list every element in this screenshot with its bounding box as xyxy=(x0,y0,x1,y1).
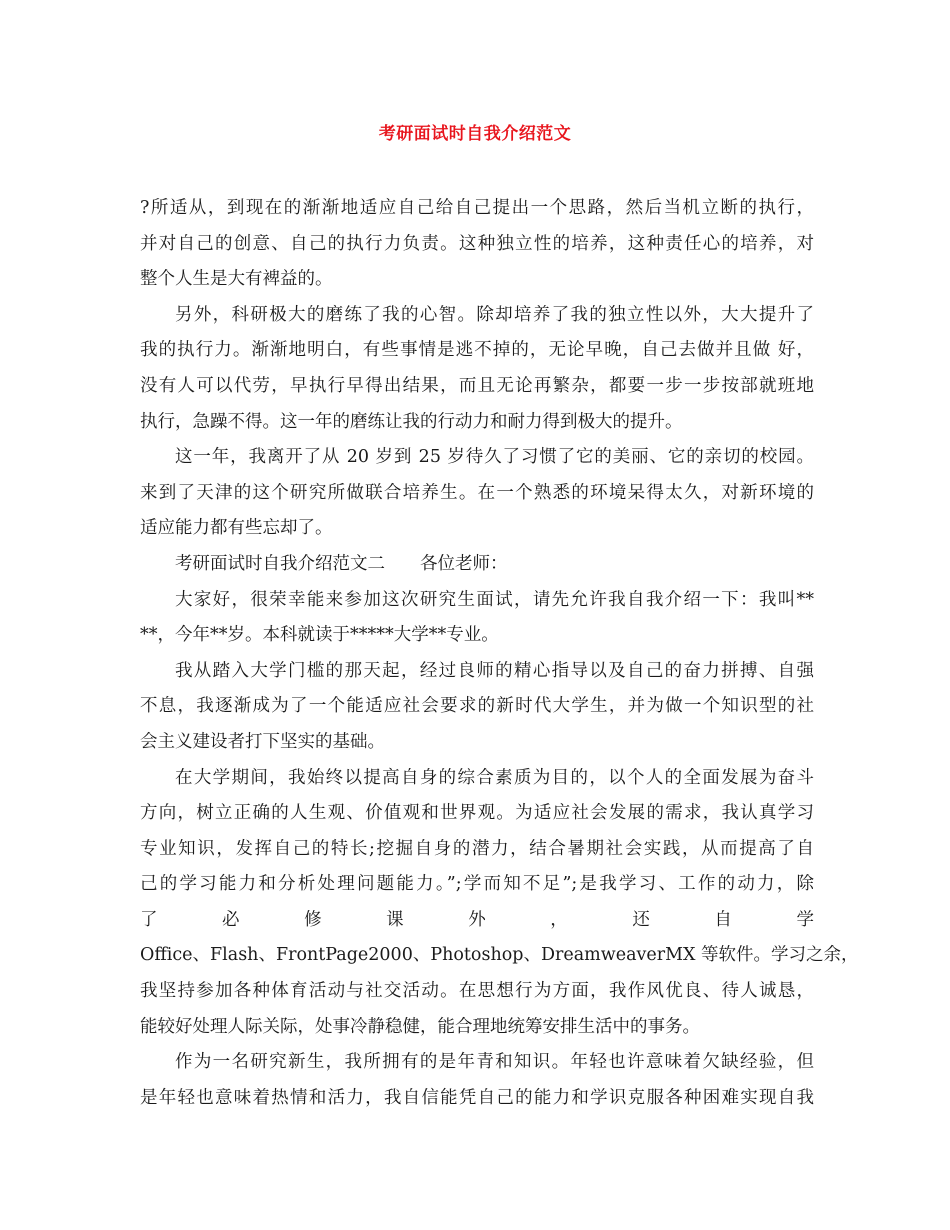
text-line: 会主义建设者打下坚实的基础。 xyxy=(140,731,385,752)
text-line: 考研面试时自我介绍范文二 各位老师： xyxy=(175,553,508,574)
text-line: 没有人可以代劳，早执行早得出结果，而且无论再繁杂，都要一步一步按部就班地 xyxy=(140,375,814,396)
text-line: 这一年，我离开了从 20 岁到 25 岁待久了习惯了它的美丽、它的亲切的校园。 xyxy=(175,447,814,468)
text-line: Office、Flash、FrontPage2000、Photoshop、DreamweaverMX 等软件。学习之余， xyxy=(140,945,859,966)
text-line: 来到了天津的这个研究所做联合培养生。在一个熟悉的环境呆得太久，对新环境的 xyxy=(140,482,814,503)
text-line: 方向，树立正确的人生观、价值观和世界观。为适应社会发展的需求，我认真学习 xyxy=(140,803,814,824)
text-line: 是年轻也意味着热情和活力，我自信能凭自己的能力和学识克服各种困难实现自我 xyxy=(140,1087,814,1108)
text-line: 另外，科研极大的磨练了我的心智。除却培养了我的独立性以外，大大提升了 xyxy=(175,304,814,325)
document-title: 考研面试时自我介绍范文 xyxy=(378,124,572,144)
text-line: 并对自己的创意、自己的执行力负责。这种独立性的培养，这种责任心的培养，对 xyxy=(140,233,814,254)
text-line: 不息，我逐渐成为了一个能适应社会要求的新时代大学生，并为做一个知识型的社 xyxy=(140,696,814,717)
text-line: 我的执行力。渐渐地明白，有些事情是逃不掉的，无论早晚，自己去做并且做 好， xyxy=(140,340,814,361)
text-line: 执行，急躁不得。这一年的磨练让我的行动力和耐力得到极大的提升。 xyxy=(140,411,683,432)
text-line: 适应能力都有些忘却了。 xyxy=(140,518,333,539)
text-line: 己的学习能力和分析处理问题能力。”;学而知不足”;是我学习、工作的动力，除 xyxy=(140,874,814,895)
text-line: 专业知识，发挥自己的特长;挖掘自身的潜力，结合暑期社会实践，从而提高了自 xyxy=(140,838,814,859)
text-line: 在大学期间，我始终以提高自身的综合素质为目的，以个人的全面发展为奋斗 xyxy=(175,767,814,788)
text-line: 能较好处理人际关际，处事冷静稳健，能合理地统筹安排生活中的事务。 xyxy=(140,1016,700,1037)
text-line: 作为一名研究新生，我所拥有的是年青和知识。年轻也许意味着欠缺经验，但 xyxy=(175,1052,814,1073)
text-line: **，今年**岁。本科就读于*****大学**专业。 xyxy=(140,625,499,646)
document-body xyxy=(140,191,859,1116)
text-line: 了 必 修 课 外 ， 还 自 学 xyxy=(140,909,814,930)
text-line: ?所适从，到现在的渐渐地适应自己给自己提出一个思路，然后当机立断的执行， xyxy=(140,198,814,218)
text-line: 大家好，很荣幸能来参加这次研究生面试，请先允许我自我介绍一下：我叫** xyxy=(175,589,814,610)
text-line: 整个人生是大有裨益的。 xyxy=(140,269,333,290)
text-line: 我坚持参加各种体育活动与社交活动。在思想行为方面，我作风优良、待人诚恳， xyxy=(140,981,814,1002)
text-line: 我从踏入大学门槛的那天起，经过良师的精心指导以及自己的奋力拼搏、自强 xyxy=(175,660,814,681)
